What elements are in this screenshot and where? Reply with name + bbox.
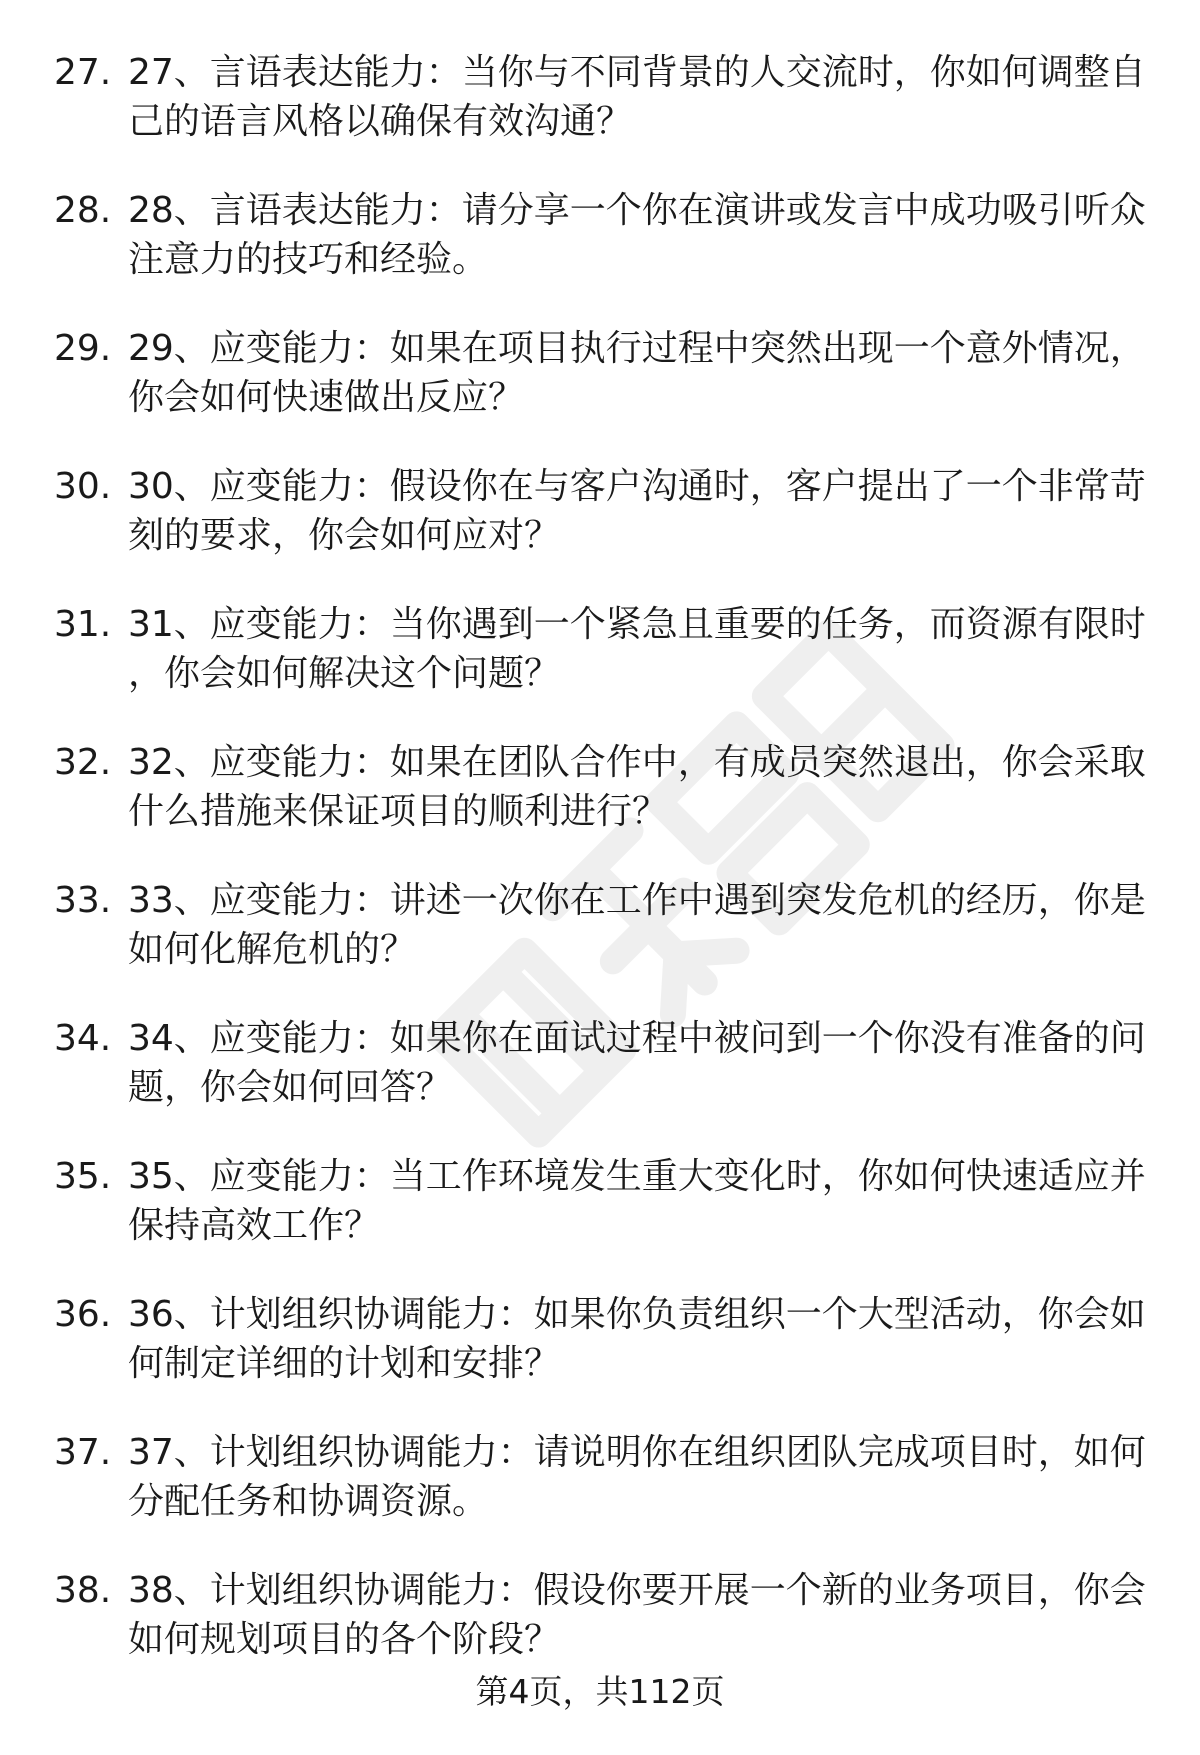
question-text: 29、应变能力：如果在项目执行过程中突然出现一个意外情况，你会如何快速做出反应？ bbox=[128, 328, 1146, 418]
question-number: 30. bbox=[54, 466, 112, 507]
question-number: 29. bbox=[54, 328, 112, 369]
question-item bbox=[54, 1428, 1154, 1526]
question-item bbox=[54, 462, 1154, 560]
question-text: 32、应变能力：如果在团队合作中，有成员突然退出，你会采取什么措施来保证项目的顺利进行？ bbox=[128, 742, 1146, 832]
question-number: 34. bbox=[54, 1018, 112, 1059]
question-number: 36. bbox=[54, 1294, 112, 1335]
question-item bbox=[54, 1152, 1154, 1250]
question-text: 27、言语表达能力：当你与不同背景的人交流时，你如何调整自己的语言风格以确保有效沟通？ bbox=[128, 52, 1146, 142]
question-text: 37、计划组织协调能力：请说明你在组织团队完成项目时，如何分配任务和协调资源。 bbox=[128, 1432, 1146, 1522]
question-number: 33. bbox=[54, 880, 112, 921]
page-footer: 第4页，共112页 bbox=[475, 1672, 725, 1711]
question-item bbox=[54, 1290, 1154, 1388]
question-text: 33、应变能力：讲述一次你在工作中遇到突发危机的经历，你是如何化解危机的？ bbox=[128, 880, 1146, 970]
question-text: 36、计划组织协调能力：如果你负责组织一个大型活动，你会如何制定详细的计划和安排？ bbox=[128, 1294, 1146, 1384]
question-item bbox=[54, 48, 1154, 146]
question-text: 31、应变能力：当你遇到一个紧急且重要的任务，而资源有限时，你会如何解决这个问题？ bbox=[128, 604, 1146, 694]
question-number: 38. bbox=[54, 1570, 112, 1611]
question-number: 28. bbox=[54, 190, 112, 231]
question-number: 35. bbox=[54, 1156, 112, 1197]
question-item bbox=[54, 324, 1154, 422]
question-number: 31. bbox=[54, 604, 112, 645]
question-text: 30、应变能力：假设你在与客户沟通时，客户提出了一个非常苛刻的要求，你会如何应对？ bbox=[128, 466, 1146, 556]
question-text: 28、言语表达能力：请分享一个你在演讲或发言中成功吸引听众注意力的技巧和经验。 bbox=[128, 190, 1146, 280]
question-item bbox=[54, 738, 1154, 836]
question-item bbox=[54, 600, 1154, 698]
question-text: 34、应变能力：如果你在面试过程中被问到一个你没有准备的问题，你会如何回答？ bbox=[128, 1018, 1146, 1108]
question-item bbox=[54, 876, 1154, 974]
question-list bbox=[54, 48, 1154, 1704]
question-text: 35、应变能力：当工作环境发生重大变化时，你如何快速适应并保持高效工作？ bbox=[128, 1156, 1146, 1246]
question-number: 37. bbox=[54, 1432, 112, 1473]
question-item bbox=[54, 1566, 1154, 1664]
question-number: 32. bbox=[54, 742, 112, 783]
question-text: 38、计划组织协调能力：假设你要开展一个新的业务项目，你会如何规划项目的各个阶段？ bbox=[128, 1570, 1146, 1660]
question-item bbox=[54, 1014, 1154, 1112]
question-number: 27. bbox=[54, 52, 112, 93]
question-item bbox=[54, 186, 1154, 284]
